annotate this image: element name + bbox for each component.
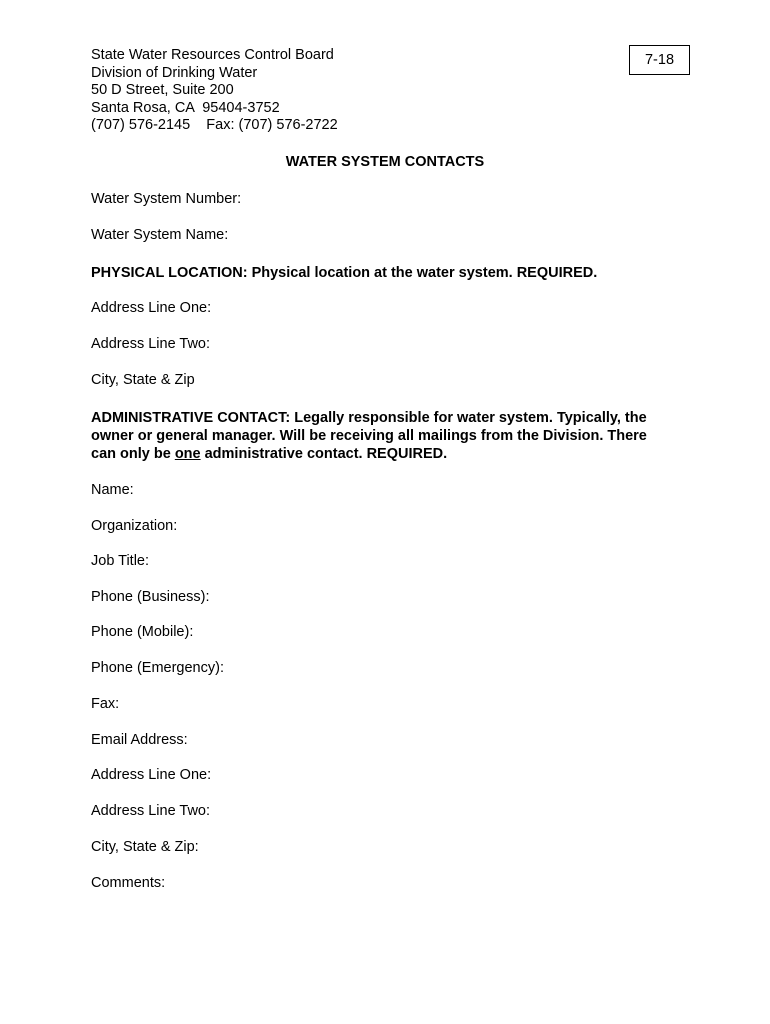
city-state-zip: Santa Rosa, CA 95404-3752: [91, 99, 280, 116]
admin-fax-label: Fax:: [91, 696, 120, 712]
physical-address-line-one-label: Address Line One:: [91, 300, 212, 316]
admin-phone-mobile-label: Phone (Mobile):: [91, 624, 194, 640]
admin-heading-emphasis: one: [174, 446, 201, 462]
form-number-box: 7-18: [629, 45, 690, 75]
admin-address-line-two-label: Address Line Two:: [91, 803, 211, 819]
admin-phone-business-label: Phone (Business):: [91, 589, 210, 605]
admin-heading-text-2: administrative contact. REQUIRED.: [200, 446, 448, 462]
admin-address-line-one-label: Address Line One:: [91, 767, 212, 783]
division-name: Division of Drinking Water: [91, 64, 258, 81]
agency-address-block: [91, 47, 338, 135]
admin-phone-emergency-label: Phone (Emergency):: [91, 660, 224, 676]
page-title: WATER SYSTEM CONTACTS: [285, 154, 485, 170]
admin-email-label: Email Address:: [91, 732, 188, 748]
phone-fax: (707) 576-2145 Fax: (707) 576-2722: [91, 117, 338, 134]
water-system-name-label: Water System Name:: [91, 227, 229, 243]
physical-address-line-two-label: Address Line Two:: [91, 336, 211, 352]
agency-name: State Water Resources Control Board: [91, 47, 334, 63]
admin-city-state-zip-label: City, State & Zip:: [91, 839, 199, 855]
admin-job-title-label: Job Title:: [91, 553, 150, 569]
physical-city-state-zip-label: City, State & Zip: [91, 372, 195, 388]
admin-heading-text-1: ADMINISTRATIVE CONTACT: Legally responsible for water system. Typically, the owner or general manager. Will be receiving all mailings from the Division. There can only be: [91, 410, 647, 462]
physical-location-heading: PHYSICAL LOCATION: Physical location at the water system. REQUIRED.: [91, 265, 598, 281]
water-system-number-label: Water System Number:: [91, 191, 242, 207]
street-address: 50 D Street, Suite 200: [91, 82, 234, 99]
admin-name-label: Name:: [91, 482, 134, 498]
administrative-contact-heading: [91, 409, 671, 463]
admin-comments-label: Comments:: [91, 875, 166, 891]
admin-organization-label: Organization:: [91, 518, 178, 534]
